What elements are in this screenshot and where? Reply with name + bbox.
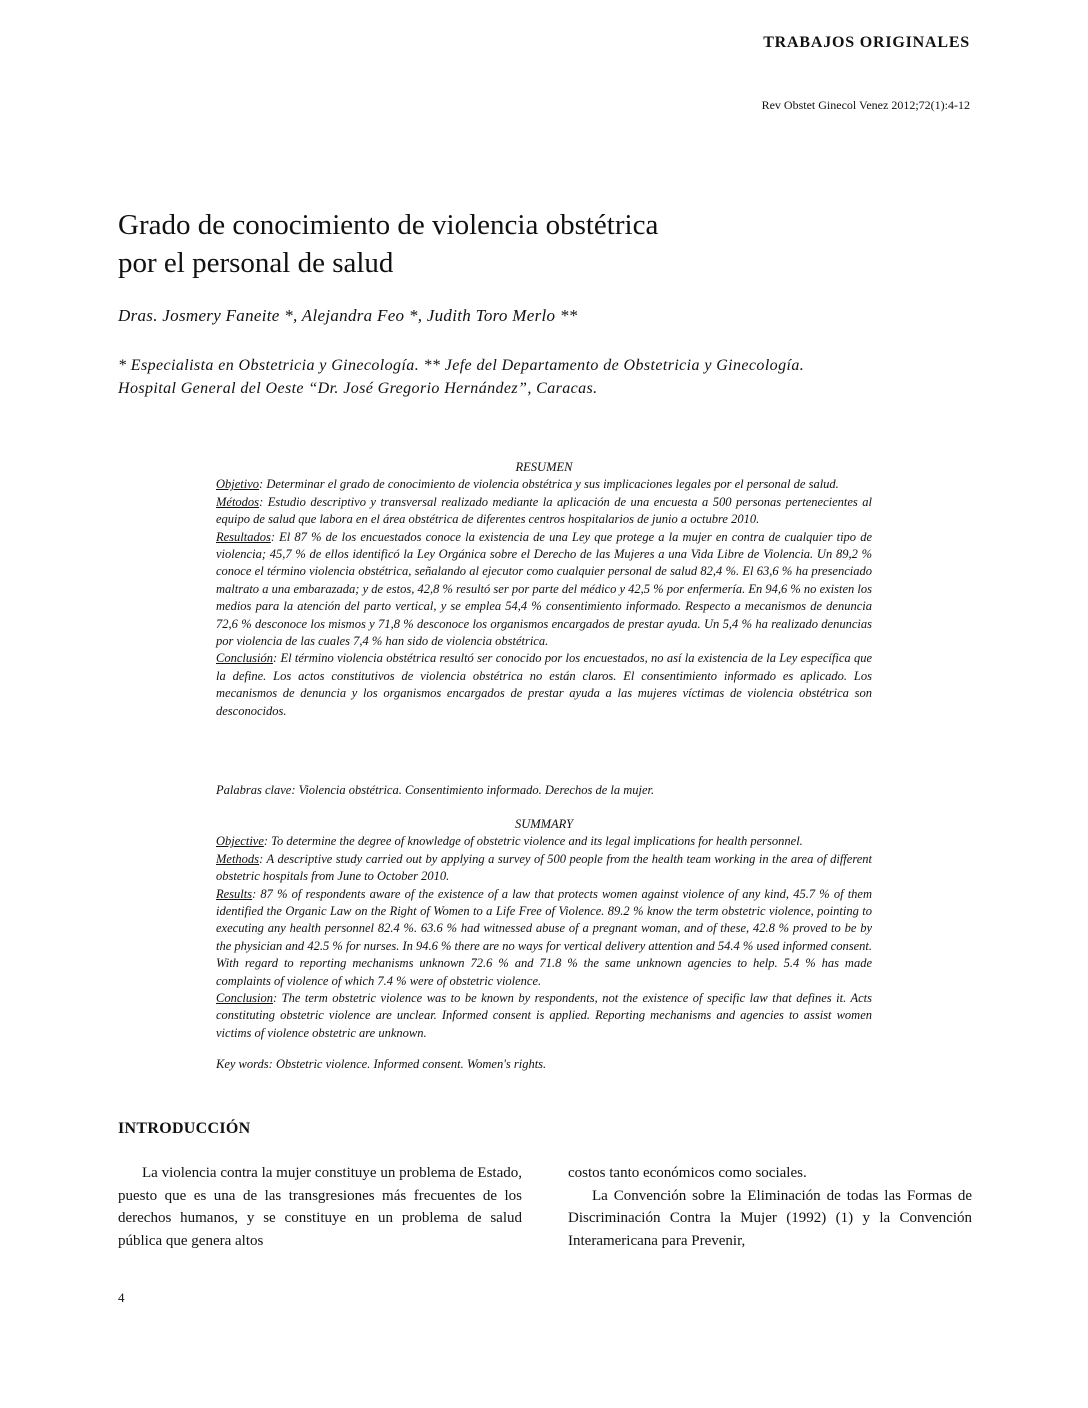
introduction-right-column	[568, 1162, 972, 1252]
affiliation-line-1: * Especialista en Obstetricia y Ginecología. ** Jefe del Departamento de Obstetricia y Ginecología.	[118, 357, 805, 374]
results-text: : 87 % of respondents aware of the existence of a law that protects women against violence of any kind, 45.7 % of them identified the Organic Law on the Right of Women to a Life Free of Violence. 89.2 % know the term obstetric violence, pointing to executing any health personnel 82.4 %. 63.6 % had witnessed abuse of a pregnant woman, and of these, 42.8 % proved to be by the physician and 42.5 % for nurses. In 94.6 % there are no ways for vertical delivery attention and 54.4 % used informed consent. With regard to reporting mechanisms unknown 72.6 % and 71.8 % the same unknown agencies to help. 5.4 % has made complaints of violence of which 7.4 % were of obstetric violence.	[216, 886, 872, 988]
article-title-line-2: por el personal de salud	[118, 247, 394, 279]
objetivo-label: Objetivo	[216, 477, 260, 492]
summary-heading: SUMMARY	[514, 817, 574, 831]
summary-results	[216, 886, 872, 990]
resumen-conclusion	[216, 650, 872, 720]
summary-block	[216, 816, 872, 1042]
metodos-text: : Estudio descriptivo y transversal realizado mediante la aplicación de una encuesta a 500 personas pertenecientes al equipo de salud que labora en el área obstétrica de diferentes centros hospitalarios de junio a octubre 2010.	[216, 494, 872, 527]
introduction-left-paragraph: La violencia contra la mujer constituye un problema de Estado, puesto que es una de las transgresiones más frecuentes de los derechos humanos, y se constituye en un problema de salud pública que genera altos	[118, 1165, 522, 1249]
summary-objective	[216, 833, 872, 850]
summary-methods	[216, 851, 872, 886]
summary-conclusion-label: Conclusion	[216, 991, 273, 1006]
affiliation-line-2: Hospital General del Oeste “Dr. José Gregorio Hernández”, Caracas.	[118, 380, 598, 397]
summary-conclusion	[216, 990, 872, 1042]
resumen-metodos	[216, 494, 872, 529]
introduction-heading: INTRODUCCIÓN	[118, 1120, 251, 1137]
page-number: 4	[118, 1290, 125, 1305]
conclusion-text: : El término violencia obstétrica resultó ser conocido por los encuestados, no así la existencia de la Ley específica que la define. Los actos constitutivos de violencia obstétrica no están claros. El consentimiento informado es aplicado. Los mecanismos de denuncia y los organismos encargados de prestar ayuda a las mujeres víctimas de violencia obstétrica son desconocidos.	[216, 651, 872, 718]
objetivo-text: : Determinar el grado de conocimiento de violencia obstétrica y sus implicaciones legales por el personal de salud.	[259, 477, 839, 492]
methods-text: : A descriptive study carried out by applying a survey of 500 people from the health team working in the area of different obstetric hospitals from June to October 2010.	[216, 851, 872, 884]
article-title	[118, 206, 938, 282]
results-label: Results	[216, 886, 253, 901]
resumen-resultados	[216, 529, 872, 651]
conclusion-label: Conclusión	[216, 651, 273, 666]
objective-text: : To determine the degree of knowledge of obstetric violence and its legal implications for health personnel.	[263, 834, 803, 849]
article-title-line-1: Grado de conocimiento de violencia obstétrica	[118, 209, 659, 241]
resultados-label: Resultados	[216, 529, 271, 544]
introduction-right-paragraph-2: La Convención sobre la Eliminación de todas las Formas de Discriminación Contra la Mujer (1992) (1) y la Convención Interamericana para Prevenir,	[568, 1187, 972, 1249]
journal-section-label: TRABAJOS ORIGINALES	[763, 34, 970, 51]
introduction-right-paragraph-1: costos tanto económicos como sociales.	[568, 1165, 807, 1181]
methods-label: Methods	[216, 851, 260, 866]
objective-label: Objective	[216, 834, 264, 849]
author-list: Dras. Josmery Faneite *, Alejandra Feo *, Judith Toro Merlo **	[118, 306, 578, 325]
palabras-clave: Palabras clave: Violencia obstétrica. Consentimiento informado. Derechos de la mujer.	[216, 783, 655, 797]
author-affiliations	[118, 354, 978, 400]
resumen-objetivo	[216, 476, 872, 493]
resumen-heading: RESUMEN	[515, 460, 573, 474]
metodos-label: Métodos	[216, 494, 260, 509]
summary-conclusion-text: : The term obstetric violence was to be known by respondents, not the existence of specific law that defines it. Acts constituting obstetric violence are unclear. Informed consent is applied. Reporting mechanisms and agencies to assist women victims of violence obstetric are unknown.	[216, 991, 872, 1040]
key-words: Key words: Obstetric violence. Informed consent. Women's rights.	[216, 1057, 547, 1071]
journal-citation: Rev Obstet Ginecol Venez 2012;72(1):4-12	[761, 98, 970, 112]
resumen-block	[216, 459, 872, 720]
resultados-text: : El 87 % de los encuestados conoce la existencia de una Ley que protege a la mujer en contra de cualquier tipo de violencia; 45,7 % de ellos identificó la Ley Orgánica sobre el Derecho de las Mujeres a una Vida Libre de Violencia. Un 89,2 % conoce el término violencia obstétrica, señalando al ejecutor como cualquier personal de salud 82,4 %. El 63,6 % ha presenciado maltrato a una embarazada; y de estos, 42,8 % resultó ser por parte del médico y 42,5 % por enfermería. En 94,6 % no existen los medios para la atención del parto vertical, y se emplea 54,4 % consentimiento informado. Respecto a mecanismos de denuncia 72,6 % desconoce los mismos y 71,8 % desconoce los organismos encargados de prestar ayuda. Un 5,4 % ha realizado denuncias por violencia de las cuales 7,4 % han sido de violencia obstétrica.	[216, 529, 872, 649]
